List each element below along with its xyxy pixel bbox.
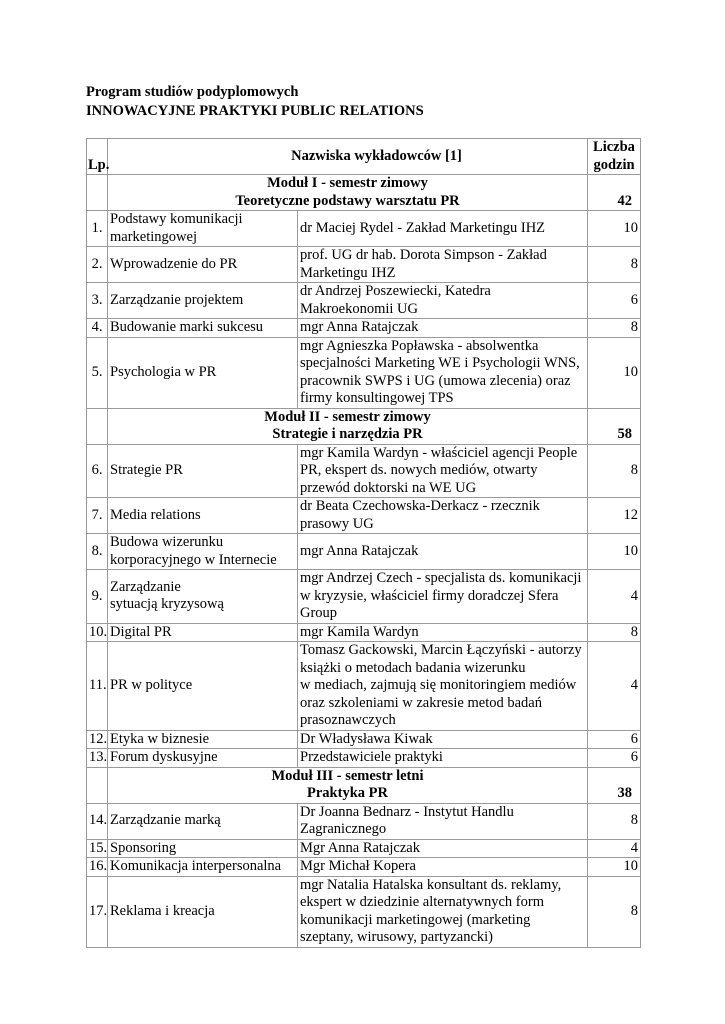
header-hours — [588, 139, 641, 175]
subject-line: Psychologia w PR — [110, 363, 217, 380]
subject-line: sytuacją kryzysową — [110, 596, 224, 613]
subject-line: Komunikacja interpersonalna — [110, 858, 282, 874]
header-hours-line-1: Liczba — [593, 139, 635, 155]
lecturer-line: Mgr Anna Ratajczak — [300, 839, 420, 856]
module-title-line-2: Praktyka PR — [307, 785, 388, 801]
lecturer-line: prasowy UG — [300, 515, 374, 532]
row-number: 13. — [87, 749, 108, 768]
subject-line: Budowanie marki sukcesu — [110, 319, 264, 335]
subject-line: Digital PR — [110, 623, 172, 640]
module-title — [108, 767, 588, 803]
lecturer-line: Dr Joanna Bednarz - Instytut Handlu — [300, 803, 514, 820]
lecturer-cell — [298, 283, 588, 319]
lecturer-cell — [298, 858, 588, 877]
lecturer-line: dr Andrzej Poszewiecki, Katedra — [300, 283, 491, 299]
lecturer-cell — [298, 623, 588, 642]
row-number: 1. — [87, 211, 108, 247]
hours-cell: 4 — [588, 642, 641, 731]
hours-cell: 8 — [588, 247, 641, 283]
subject-cell — [108, 623, 298, 642]
lecturer-line: szeptany, wirusowy, partyzancki) — [300, 929, 493, 945]
module-hours: 38 — [588, 767, 641, 803]
table-row — [87, 839, 641, 858]
row-number: 5. — [87, 337, 108, 408]
hours-cell: 8 — [588, 444, 641, 498]
module-hours: 42 — [588, 175, 641, 211]
lecturer-line: mgr Anna Ratajczak — [300, 319, 419, 335]
table-header-row — [87, 139, 641, 175]
row-number: 4. — [87, 319, 108, 338]
row-number: 12. — [87, 730, 108, 749]
table-row — [87, 444, 641, 498]
row-number: 8. — [87, 534, 108, 570]
lecturer-line: Przedstawiciele praktyki — [300, 749, 443, 765]
subject-line: Sponsoring — [110, 839, 177, 856]
module-row — [87, 767, 641, 803]
lecturer-line: mgr Kamila Wardyn - właściciel agencji People — [300, 444, 578, 461]
table-row — [87, 283, 641, 319]
module-title-line-1: Moduł III - semestr letni — [271, 767, 424, 784]
subject-cell — [108, 642, 298, 731]
lecturer-line: mgr Agnieszka Popławska - absolwentka — [300, 337, 539, 354]
lecturer-line: mgr Andrzej Czech - specjalista ds. komunikacji — [300, 570, 582, 586]
hours-cell: 8 — [588, 803, 641, 839]
table-row — [87, 642, 641, 731]
subject-line: Zarządzanie — [110, 578, 181, 595]
lecturer-cell — [298, 749, 588, 768]
title-line-1: Program studiów podyplomowych — [86, 84, 299, 100]
lecturer-cell — [298, 570, 588, 624]
lecturer-line: oraz szkoleniami w zakresie metod badań — [300, 694, 542, 711]
table-row — [87, 498, 641, 534]
lecturer-line: prasoznawczych — [300, 712, 396, 728]
row-number: 16. — [87, 858, 108, 877]
lecturer-cell — [298, 211, 588, 247]
row-number: 11. — [87, 642, 108, 731]
lecturer-line: mgr Natalia Hatalska konsultant ds. reklamy, — [300, 876, 562, 893]
subject-cell — [108, 498, 298, 534]
table-row — [87, 730, 641, 749]
subject-line: Strategie PR — [110, 462, 183, 478]
table-row — [87, 319, 641, 338]
lecturer-line: ekspert w dziedzinie alternatywnych form — [300, 894, 544, 910]
subject-cell — [108, 337, 298, 408]
lecturer-line: komunikacji marketingowej (marketing — [300, 911, 531, 928]
hours-cell: 4 — [588, 570, 641, 624]
module-title — [108, 408, 588, 444]
subject-line: Media relations — [110, 506, 201, 523]
lecturer-line: Mgr Michał Kopera — [300, 858, 416, 874]
subject-cell — [108, 570, 298, 624]
subject-cell — [108, 730, 298, 749]
module-title-line-1: Moduł I - semestr zimowy — [267, 175, 428, 191]
subject-line: Podstawy komunikacji — [110, 211, 243, 227]
lecturer-cell — [298, 498, 588, 534]
lecturer-line: książki o metodach badania wizerunku — [300, 659, 526, 676]
row-number: 2. — [87, 247, 108, 283]
lecturer-cell — [298, 730, 588, 749]
lecturer-line: prof. UG dr hab. Dorota Simpson - Zakład — [300, 247, 547, 263]
table-row — [87, 247, 641, 283]
row-number: 14. — [87, 803, 108, 839]
lecturer-line: PR, ekspert ds. nowych mediów, otwarty — [300, 462, 538, 478]
subject-cell — [108, 283, 298, 319]
hours-cell: 10 — [588, 211, 641, 247]
hours-cell: 8 — [588, 319, 641, 338]
hours-cell: 6 — [588, 749, 641, 768]
hours-cell: 10 — [588, 337, 641, 408]
lecturer-line: specjalności Marketing WE i Psychologii WNS, — [300, 355, 580, 371]
module-row — [87, 408, 641, 444]
lecturer-line: w kryzysie, właściciel firmy doradczej Sfera — [300, 587, 559, 604]
subject-line: Budowa wizerunku — [110, 534, 224, 550]
lecturer-cell — [298, 444, 588, 498]
row-number: 17. — [87, 876, 108, 947]
lecturer-line: pracownik SWPS i UG (umowa zlecenia) oraz — [300, 372, 571, 389]
lecturer-line: Dr Władysława Kiwak — [300, 730, 433, 747]
table-row — [87, 749, 641, 768]
subject-line: Wprowadzenie do PR — [110, 255, 238, 272]
lecturer-line: Marketingu IHZ — [300, 264, 396, 281]
lecturer-line: dr Maciej Rydel - Zakład Marketingu IHZ — [300, 219, 546, 236]
subject-line: marketingowej — [110, 228, 197, 245]
lecturer-line: Tomasz Gackowski, Marcin Łączyński - autorzy — [300, 642, 582, 658]
module-lp-cell — [87, 175, 108, 211]
table-row — [87, 211, 641, 247]
lecturer-cell — [298, 337, 588, 408]
module-title-line-2: Teoretyczne podstawy warsztatu PR — [235, 192, 460, 209]
header-lecturers: Nazwiska wykładowców [1] — [108, 139, 588, 175]
module-title — [108, 175, 588, 211]
subject-line: Reklama i kreacja — [110, 902, 215, 919]
lecturer-line: Makroekonomii UG — [300, 300, 418, 317]
title-line-2: INNOWACYJNE PRAKTYKI PUBLIC RELATIONS — [86, 103, 424, 119]
hours-cell: 10 — [588, 534, 641, 570]
lecturer-line: Group — [300, 605, 338, 621]
header-hours-line-2: godzin — [593, 156, 635, 173]
table-row — [87, 803, 641, 839]
hours-cell: 6 — [588, 730, 641, 749]
subject-cell — [108, 211, 298, 247]
program-table — [86, 138, 641, 948]
lecturer-line: dr Beata Czechowska-Derkacz - rzecznik — [300, 498, 540, 514]
module-row — [87, 175, 641, 211]
row-number: 3. — [87, 283, 108, 319]
hours-cell: 8 — [588, 623, 641, 642]
hours-cell: 10 — [588, 858, 641, 877]
header-lp: Lp. — [87, 139, 108, 175]
hours-cell: 12 — [588, 498, 641, 534]
module-title-line-2: Strategie i narzędzia PR — [272, 426, 423, 442]
subject-cell — [108, 858, 298, 877]
table-row — [87, 876, 641, 947]
lecturer-cell — [298, 247, 588, 283]
row-number: 6. — [87, 444, 108, 498]
subject-cell — [108, 444, 298, 498]
subject-line: Etyka w biznesie — [110, 730, 210, 747]
module-title-line-1: Moduł II - semestr zimowy — [264, 408, 431, 425]
document-title — [86, 83, 424, 121]
module-hours: 58 — [588, 408, 641, 444]
table-row — [87, 570, 641, 624]
row-number: 7. — [87, 498, 108, 534]
subject-line: Forum dyskusyjne — [110, 749, 218, 765]
subject-cell — [108, 247, 298, 283]
subject-line: PR w polityce — [110, 677, 193, 693]
lecturer-cell — [298, 876, 588, 947]
lecturer-line: mgr Anna Ratajczak — [300, 542, 419, 559]
table-row — [87, 858, 641, 877]
subject-line: Zarządzanie marką — [110, 812, 221, 829]
subject-cell — [108, 803, 298, 839]
subject-cell — [108, 749, 298, 768]
lecturer-line: mgr Kamila Wardyn — [300, 623, 419, 640]
row-number: 15. — [87, 839, 108, 858]
row-number: 10. — [87, 623, 108, 642]
subject-line: korporacyjnego w Internecie — [110, 551, 277, 568]
hours-cell: 4 — [588, 839, 641, 858]
module-lp-cell — [87, 767, 108, 803]
lecturer-cell — [298, 642, 588, 731]
lecturer-cell — [298, 319, 588, 338]
lecturer-line: w mediach, zajmują się monitoringiem mediów — [300, 677, 577, 693]
table-row — [87, 337, 641, 408]
lecturer-line: przewód doktorski na WE UG — [300, 479, 477, 496]
table-row — [87, 534, 641, 570]
hours-cell: 6 — [588, 283, 641, 319]
hours-cell: 8 — [588, 876, 641, 947]
subject-cell — [108, 534, 298, 570]
lecturer-cell — [298, 803, 588, 839]
program-table-body — [87, 139, 641, 948]
lecturer-cell — [298, 839, 588, 858]
subject-cell — [108, 319, 298, 338]
subject-cell — [108, 876, 298, 947]
module-lp-cell — [87, 408, 108, 444]
subject-cell — [108, 839, 298, 858]
lecturer-line: firmy konsultingowej TPS — [300, 390, 454, 406]
lecturer-cell — [298, 534, 588, 570]
subject-line: Zarządzanie projektem — [110, 291, 244, 308]
table-row — [87, 623, 641, 642]
lecturer-line: Zagranicznego — [300, 821, 387, 837]
row-number: 9. — [87, 570, 108, 624]
